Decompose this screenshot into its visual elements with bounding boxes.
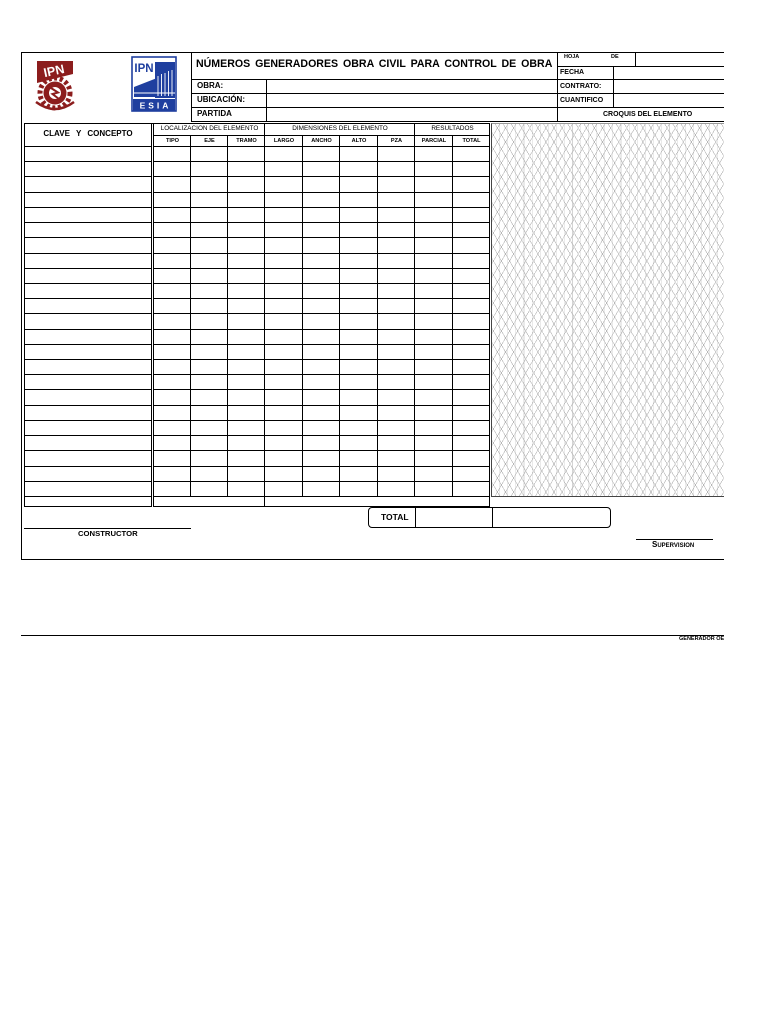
table-cell	[340, 299, 378, 314]
obra-label: OBRA:	[197, 81, 224, 90]
table-cell	[228, 360, 265, 375]
table-cell	[415, 208, 453, 223]
table-cell	[228, 223, 265, 238]
table-cell	[265, 345, 303, 360]
table-cell	[378, 451, 415, 467]
supervision-label: Supervision	[652, 540, 695, 549]
concept-cell	[24, 467, 152, 482]
partida-label: PARTIDA	[197, 109, 232, 118]
table-cell	[154, 482, 191, 497]
concept-cell	[24, 147, 152, 162]
table-cell	[378, 421, 415, 436]
table-cell	[191, 193, 228, 208]
table-cell	[191, 330, 228, 345]
table-cell	[378, 223, 415, 238]
table-cell	[415, 284, 453, 299]
frame-left-border	[21, 52, 22, 559]
table-cell	[415, 390, 453, 406]
table-cell	[154, 162, 191, 177]
croquis-grid	[491, 123, 724, 497]
table-cell	[415, 254, 453, 269]
table-cell	[303, 284, 340, 299]
table-cell	[340, 177, 378, 193]
table-cell	[378, 254, 415, 269]
table-cell	[303, 330, 340, 345]
table-cell	[154, 147, 191, 162]
page-footer-text: GENERADOR OE	[679, 636, 725, 642]
concept-cell	[24, 330, 152, 345]
table-cell	[453, 436, 490, 451]
table-cell	[340, 467, 378, 482]
table-cell	[303, 406, 340, 421]
table-cell	[340, 390, 378, 406]
table-cell	[191, 375, 228, 390]
table-cell	[228, 147, 265, 162]
table-cell	[191, 451, 228, 467]
table-cell	[415, 482, 453, 497]
concept-cell	[24, 269, 152, 284]
table-cell	[265, 147, 303, 162]
esia-logo-top-text: IPN	[134, 63, 154, 75]
table-cell	[453, 390, 490, 406]
table-cell	[265, 390, 303, 406]
concept-cell	[24, 482, 152, 497]
table-cell	[154, 390, 191, 406]
table-cell	[303, 208, 340, 223]
page-title: NÚMEROS GENERADORES OBRA CIVIL PARA CONTROL DE OBRA	[196, 58, 553, 70]
table-cell	[265, 497, 490, 507]
table-cell	[453, 451, 490, 467]
table-cell	[453, 223, 490, 238]
table-cell	[265, 177, 303, 193]
concept-cell	[24, 421, 152, 436]
page-footer-rule	[21, 635, 724, 636]
concept-cell	[24, 162, 152, 177]
table-cell	[154, 375, 191, 390]
header-rule	[191, 121, 724, 122]
table-cell	[228, 345, 265, 360]
table-cell	[228, 330, 265, 345]
table-cell	[303, 177, 340, 193]
frame-bottom-border	[21, 559, 724, 560]
column-header-largo: LARGO	[265, 136, 303, 147]
table-cell	[228, 451, 265, 467]
table-cell	[154, 208, 191, 223]
table-cell	[303, 436, 340, 451]
table-cell	[453, 177, 490, 193]
fecha-label: FECHA	[560, 69, 585, 76]
table-cell	[191, 314, 228, 330]
table-cell	[340, 238, 378, 254]
table-cell	[415, 193, 453, 208]
table-cell	[191, 162, 228, 177]
table-cell	[303, 269, 340, 284]
ubicacion-label: UBICACIÓN:	[197, 95, 245, 104]
table-cell	[340, 451, 378, 467]
table-cell	[228, 208, 265, 223]
table-cell	[415, 421, 453, 436]
table-cell	[154, 467, 191, 482]
table-cell	[154, 451, 191, 467]
header-label-divider	[266, 79, 267, 121]
table-cell	[154, 497, 265, 507]
group-header-dimensiones: DIMENSIONES DEL ELEMENTO	[265, 123, 415, 136]
table-cell	[340, 482, 378, 497]
table-cell	[191, 284, 228, 299]
table-cell	[415, 147, 453, 162]
concept-cell	[24, 284, 152, 299]
table-cell	[340, 360, 378, 375]
table-cell	[303, 299, 340, 314]
table-cell	[453, 314, 490, 330]
concept-cell	[24, 223, 152, 238]
table-cell	[453, 467, 490, 482]
table-cell	[303, 421, 340, 436]
table-cell	[378, 269, 415, 284]
table-cell	[303, 375, 340, 390]
table-cell	[340, 269, 378, 284]
header-rule	[557, 66, 724, 67]
table-cell	[303, 238, 340, 254]
cuantifico-label: CUANTIFICO	[560, 97, 604, 104]
concept-cell	[24, 406, 152, 421]
table-cell	[453, 330, 490, 345]
table-cell	[191, 467, 228, 482]
column-header-tramo: TRAMO	[228, 136, 265, 147]
concept-cell	[24, 345, 152, 360]
table-cell	[378, 208, 415, 223]
concept-cell	[24, 451, 152, 467]
concept-cell	[24, 177, 152, 193]
table-cell	[415, 345, 453, 360]
concept-cell	[24, 314, 152, 330]
table-cell	[191, 421, 228, 436]
table-cell	[191, 238, 228, 254]
table-cell	[415, 223, 453, 238]
table-cell	[265, 208, 303, 223]
table-cell	[228, 238, 265, 254]
table-cell	[265, 375, 303, 390]
table-cell	[340, 162, 378, 177]
table-cell	[191, 482, 228, 497]
table-cell	[378, 314, 415, 330]
ipn-logo-text: IPN	[42, 61, 66, 81]
table-cell	[303, 147, 340, 162]
logo-divider	[191, 52, 192, 121]
hoja-box-divider	[635, 52, 636, 66]
table-cell	[265, 421, 303, 436]
table-cell	[378, 330, 415, 345]
table-cell	[191, 208, 228, 223]
table-cell	[453, 375, 490, 390]
table-cell	[265, 162, 303, 177]
column-header-ancho: ANCHO	[303, 136, 340, 147]
table-cell	[265, 467, 303, 482]
table-cell	[265, 193, 303, 208]
hoja-label: HOJA	[564, 54, 580, 60]
table-cell	[154, 284, 191, 299]
table-cell	[340, 254, 378, 269]
concept-cell	[24, 436, 152, 451]
table-cell	[340, 284, 378, 299]
header-rule	[191, 107, 724, 108]
table-cell	[191, 360, 228, 375]
table-cell	[378, 467, 415, 482]
table-cell	[228, 269, 265, 284]
table-cell	[303, 345, 340, 360]
header-rule	[191, 93, 724, 94]
table-cell	[265, 360, 303, 375]
table-cell	[378, 406, 415, 421]
table-cell	[303, 162, 340, 177]
table-cell	[228, 375, 265, 390]
table-cell	[453, 254, 490, 269]
frame-top-border	[21, 52, 724, 53]
table-cell	[378, 284, 415, 299]
concept-cell	[24, 299, 152, 314]
table-cell	[303, 314, 340, 330]
table-cell	[228, 193, 265, 208]
concept-cell	[24, 390, 152, 406]
table-cell	[378, 390, 415, 406]
table-cell	[303, 451, 340, 467]
table-cell	[415, 330, 453, 345]
table-cell	[453, 284, 490, 299]
table-cell	[228, 390, 265, 406]
table-cell	[340, 436, 378, 451]
table-cell	[415, 314, 453, 330]
concept-header: CLAVE Y CONCEPTO	[24, 123, 152, 147]
column-header-eje: EJE	[191, 136, 228, 147]
concept-cell	[24, 375, 152, 390]
table-cell	[154, 330, 191, 345]
header-rule	[191, 79, 724, 80]
table-cell	[378, 436, 415, 451]
concept-cell	[24, 360, 152, 375]
table-cell	[228, 299, 265, 314]
table-cell	[415, 177, 453, 193]
table-cell	[415, 269, 453, 284]
esia-logo-bottom-text: ESIA	[139, 100, 172, 111]
table-cell	[453, 482, 490, 497]
constructor-label: CONSTRUCTOR	[78, 529, 138, 538]
total-label: TOTAL	[381, 512, 409, 522]
table-cell	[191, 390, 228, 406]
table-cell	[191, 269, 228, 284]
concept-cell	[24, 254, 152, 269]
table-cell	[340, 421, 378, 436]
group-header-resultados: RESULTADOS	[415, 123, 490, 136]
column-header-alto: ALTO	[340, 136, 378, 147]
group-header-localizacion: LOCALIZACION DEL ELEMENTO	[154, 123, 265, 136]
ipn-emblem-icon	[34, 58, 76, 112]
table-cell	[415, 436, 453, 451]
esia-logo	[131, 56, 177, 112]
table-cell	[265, 223, 303, 238]
table-cell	[303, 360, 340, 375]
total-box-divider	[415, 508, 416, 527]
table-cell	[340, 375, 378, 390]
table-cell	[303, 482, 340, 497]
table-cell	[191, 299, 228, 314]
table-cell	[228, 406, 265, 421]
table-cell	[154, 254, 191, 269]
table-cell	[378, 360, 415, 375]
table-cell	[191, 406, 228, 421]
table-cell	[378, 375, 415, 390]
table-cell	[378, 162, 415, 177]
table-cell	[228, 436, 265, 451]
croquis-label: CROQUIS DEL ELEMENTO	[603, 111, 693, 118]
table-cell	[453, 193, 490, 208]
table-cell	[378, 238, 415, 254]
contrato-label: CONTRATO:	[560, 83, 602, 90]
table-cell	[340, 223, 378, 238]
table-cell	[415, 238, 453, 254]
table-cell	[228, 421, 265, 436]
table-cell	[154, 345, 191, 360]
table-cell	[303, 390, 340, 406]
table-cell	[340, 345, 378, 360]
table-cell	[378, 345, 415, 360]
table-cell	[154, 223, 191, 238]
concept-cell	[24, 208, 152, 223]
table-cell	[265, 299, 303, 314]
table-cell	[453, 421, 490, 436]
column-header-parcial: PARCIAL	[415, 136, 453, 147]
table-cell	[303, 467, 340, 482]
column-header-tipo: TIPO	[154, 136, 191, 147]
table-cell	[453, 269, 490, 284]
table-cell	[415, 162, 453, 177]
table-cell	[340, 208, 378, 223]
ipn-logo	[34, 58, 76, 112]
table-cell	[154, 193, 191, 208]
table-cell	[453, 299, 490, 314]
table-cell	[265, 254, 303, 269]
table-cell	[154, 238, 191, 254]
table-cell	[265, 406, 303, 421]
table-cell	[415, 406, 453, 421]
table-cell	[453, 162, 490, 177]
total-box-divider	[492, 508, 493, 527]
table-cell	[191, 254, 228, 269]
table-cell	[453, 238, 490, 254]
table-cell	[378, 299, 415, 314]
table-cell	[191, 177, 228, 193]
table-cell	[228, 162, 265, 177]
table-cell	[303, 223, 340, 238]
table-cell	[453, 345, 490, 360]
table-cell	[265, 269, 303, 284]
table-cell	[415, 451, 453, 467]
table-cell	[340, 314, 378, 330]
table-cell	[154, 177, 191, 193]
table-cell	[228, 467, 265, 482]
table-cell	[378, 482, 415, 497]
table-cell	[415, 360, 453, 375]
table-cell	[191, 436, 228, 451]
table-cell	[228, 284, 265, 299]
table-cell	[154, 360, 191, 375]
table-cell	[191, 223, 228, 238]
table-cell	[154, 314, 191, 330]
table-cell	[453, 147, 490, 162]
esia-emblem-icon	[131, 56, 177, 112]
table-cell	[154, 436, 191, 451]
column-header-pza: PZA	[378, 136, 415, 147]
table-cell	[453, 208, 490, 223]
table-cell	[265, 482, 303, 497]
table-cell	[303, 193, 340, 208]
table-cell	[265, 436, 303, 451]
table-cell	[228, 177, 265, 193]
table-cell	[265, 451, 303, 467]
concept-cell	[24, 193, 152, 208]
de-label: DE	[611, 54, 619, 60]
table-cell	[265, 284, 303, 299]
table-cell	[228, 254, 265, 269]
table-cell	[378, 177, 415, 193]
table-cell	[340, 193, 378, 208]
table-cell	[228, 314, 265, 330]
table-cell	[154, 421, 191, 436]
header-right-block-divider	[557, 52, 558, 121]
table-cell	[453, 406, 490, 421]
table-cell	[340, 330, 378, 345]
table-cell	[191, 345, 228, 360]
table-cell	[228, 482, 265, 497]
header-right-label-divider	[613, 66, 614, 107]
column-header-total: TOTAL	[453, 136, 490, 147]
concept-cell	[24, 238, 152, 254]
table-cell	[340, 406, 378, 421]
concept-cell	[24, 497, 152, 507]
table-cell	[154, 299, 191, 314]
table-cell	[154, 269, 191, 284]
table-cell	[415, 467, 453, 482]
table-cell	[191, 147, 228, 162]
table-cell	[415, 375, 453, 390]
table-cell	[378, 193, 415, 208]
table-cell	[265, 330, 303, 345]
table-cell	[154, 406, 191, 421]
table-cell	[453, 360, 490, 375]
table-cell	[378, 147, 415, 162]
table-cell	[303, 254, 340, 269]
table-cell	[340, 147, 378, 162]
table-cell	[415, 299, 453, 314]
table-cell	[265, 238, 303, 254]
table-cell	[265, 314, 303, 330]
